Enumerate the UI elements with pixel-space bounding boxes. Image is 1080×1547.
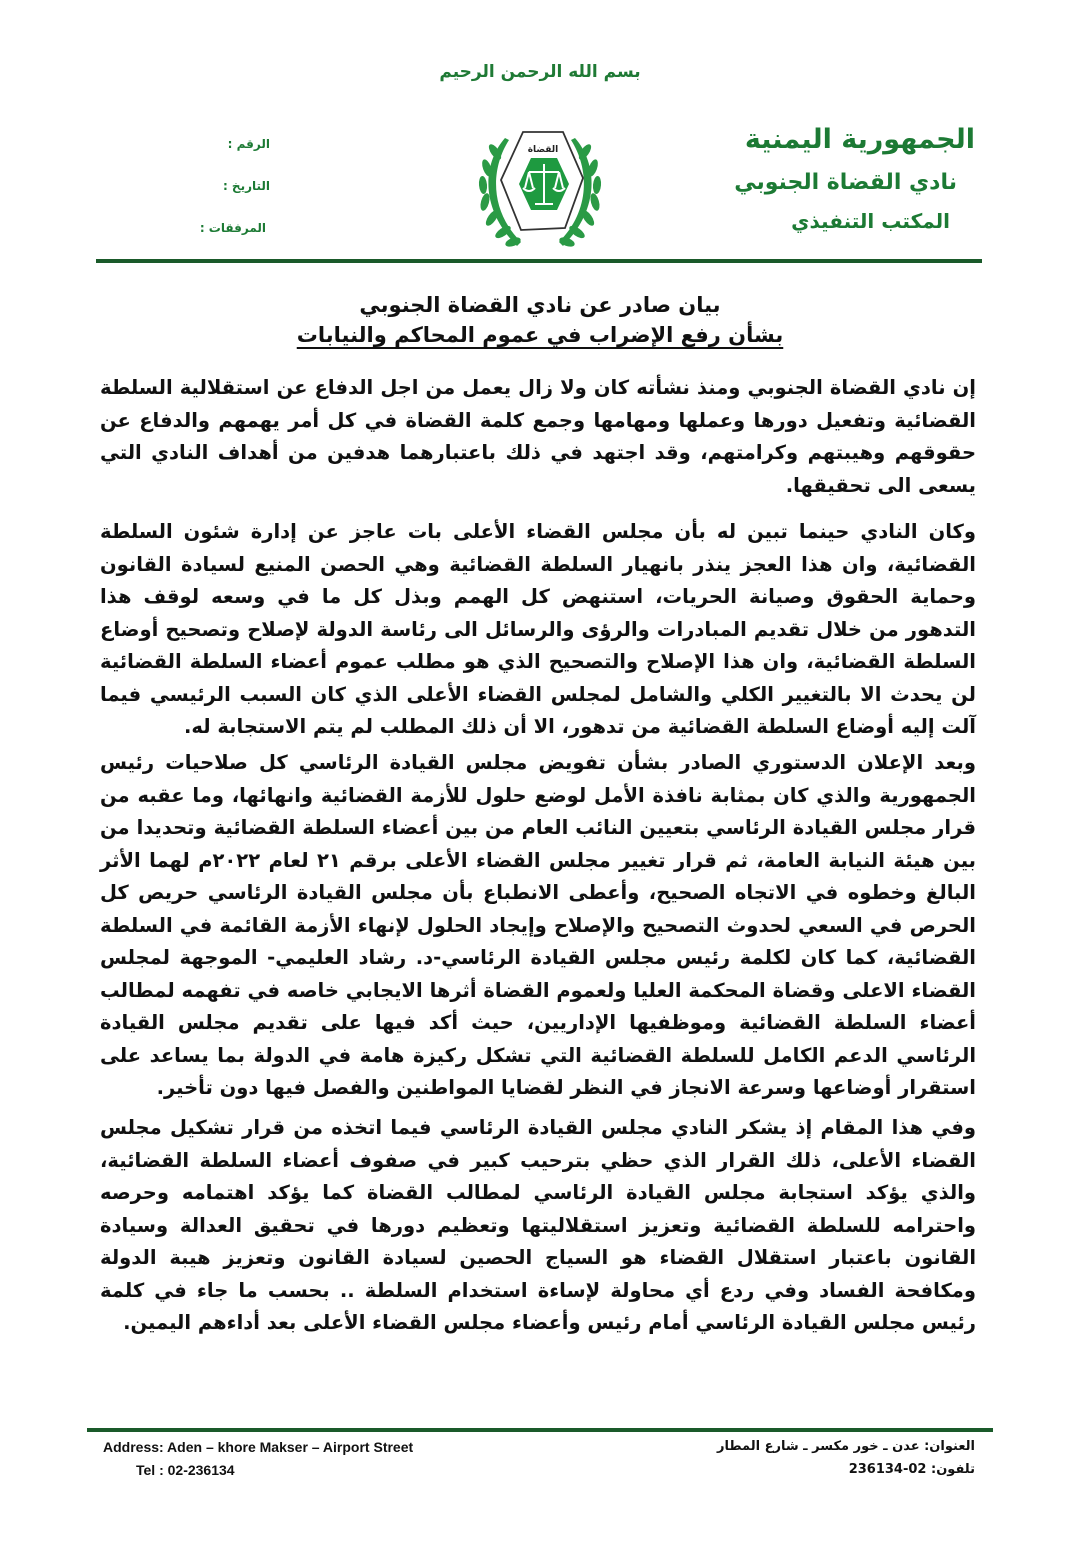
office-name: المكتب التنفيذي	[791, 209, 950, 233]
title-line-1: بيان صادر عن نادي القضاة الجنوبي	[359, 293, 721, 317]
reference-number-label: الرقم :	[227, 137, 270, 151]
footer-divider	[87, 1428, 993, 1432]
date-label: التاريخ :	[222, 179, 270, 193]
basmala: بسم الله الرحمن الرحيم	[439, 62, 641, 82]
svg-text:القضاة: القضاة	[527, 145, 559, 155]
attachments-label: المرفقات :	[199, 221, 266, 235]
paragraph-2: وكان النادي حينما تبين له بأن مجلس القضاء الأعلى بات عاجز عن إدارة شئون السلطة القضائية، وان هذا العجز ينذر بانهيار السلطة القضائية وهي الحصن المنيع لسيادة القانون وحماية الحقوق وصيانة الحريات، استنهض كل الهمم وبذل كل ما في وسعه لوقف هذا التدهور من خلال تقديم المبادرات والرؤى والرسائل الى رئاسة الدولة لإصلاح وتصحيح أوضاع السلطة القضائية، وان هذا الإصلاح والتصحيح الذي هو مطلب عموم أعضاء السلطة القضائية لن يحدث الا بالتغيير الكلي والشامل لمجلس القضاء الأعلى الذي كان السبب الرئيسي فيما آلت إليه أوضاع السلطة القضائية من تدهور، الا أن ذلك المطلب لم يتم الاستجابة له.	[100, 520, 976, 738]
paragraph-1: إن نادي القضاة الجنوبي ومنذ نشأته كان ولا زال يعمل من اجل الدفاع عن استقلالية السلطة القضائية وتفعيل دورها وعملها ومهامها وجمع كلمة القضاة في كل أمر يهمهم والدفاع عن حقوقهم وهيبتهم وكرامتهم، وقد اجتهد في ذلك باعتبارهما هدفين من أهداف النادي التي يسعى الى تحقيقها.	[100, 376, 976, 497]
country-name: الجمهورية اليمنية	[744, 124, 975, 155]
phone-ar: تلفون: 02-236134	[848, 1462, 975, 1477]
statement-title	[0, 290, 1080, 350]
address-ar: العنوان: عدن ـ خور مكسر ـ شارع المطار	[717, 1439, 975, 1454]
letterhead-right	[675, 122, 975, 236]
footer-arabic	[717, 1437, 975, 1480]
club-logo-icon	[465, 118, 615, 258]
footer-english	[103, 1437, 413, 1480]
organization-name: نادي القضاة الجنوبي	[734, 170, 957, 195]
header-divider	[96, 259, 982, 263]
reference-fields	[180, 137, 270, 263]
phone-en: Tel : 02-236134	[136, 1462, 235, 1478]
address-en: Address: Aden – khore Makser – Airport Street	[103, 1439, 414, 1455]
paragraph-4: وفي هذا المقام إذ يشكر النادي مجلس القيادة الرئاسي فيما اتخذه من قرار تشكيل مجلس القضاء الأعلى، ذلك القرار الذي حظي بترحيب كبير في صفوف أعضاء السلطة القضائية، والذي يؤكد استجابة مجلس القيادة الرئاسي لمطالب القضاة كما يؤكد اهتمامه وحرصه واحترامه للسلطة القضائية وتعزيز استقلاليتها وتعظيم دورها في تحقيق العدالة وسيادة القانون باعتبار استقلال القضاء هو السياج الحصين لسيادة القانون وتعزيز هيبة الدولة ومكافحة الفساد وفي ردع أي محاولة لإساءة استخدام السلطة .. بحسب ما جاء في كلمة رئيس مجلس القيادة الرئاسي أمام رئيس وأعضاء مجلس القضاء الأعلى بعد أداءهم اليمين.	[100, 1116, 976, 1334]
title-line-2: بشأن رفع الإضراب في عموم المحاكم والنيابات	[296, 323, 784, 347]
paragraph-3: وبعد الإعلان الدستوري الصادر بشأن تفويض مجلس القيادة الرئاسي كل صلاحيات رئيس الجمهورية والذي كان بمثابة نافذة الأمل لوضع حلول للأزمة القضائية وانهائها، وما عقبه من قرار مجلس القيادة الرئاسي بتعيين النائب العام من بين أعضاء السلطة القضائية وتحديدا من بين هيئة النيابة العامة، ثم قرار تغيير مجلس القضاء الأعلى برقم ٢١ لعام ٢٠٢٢م لهما الأثر البالغ وخطوه في الاتجاه الصحيح، وأعطى الانطباع بأن مجلس القيادة الرئاسي حريص كل الحرص في السعي لحدوث التصحيح والإصلاح وإيجاد الحلول لإنهاء الأزمة القائمة في السلطة القضائية، كما كان لكلمة رئيس مجلس القيادة الرئاسي-د. رشاد العليمي- الموجهة لمجلس القضاء الاعلى وقضاة المحكمة العليا ولعموم القضاة أثرها الايجابي خاصه في تفهمه لمطالب أعضاء السلطة القضائية وموظفيها الإداريين، حيث أكد فيها على تقديم مجلس القيادة الرئاسي الدعم الكامل للسلطة القضائية التي تشكل ركيزة هامة في الدولة بما يساعد على استقرار أوضاعها وسرعة الانجاز في النظر لقضايا المواطنين والفصل فيها دون تأخير.	[100, 751, 976, 1099]
